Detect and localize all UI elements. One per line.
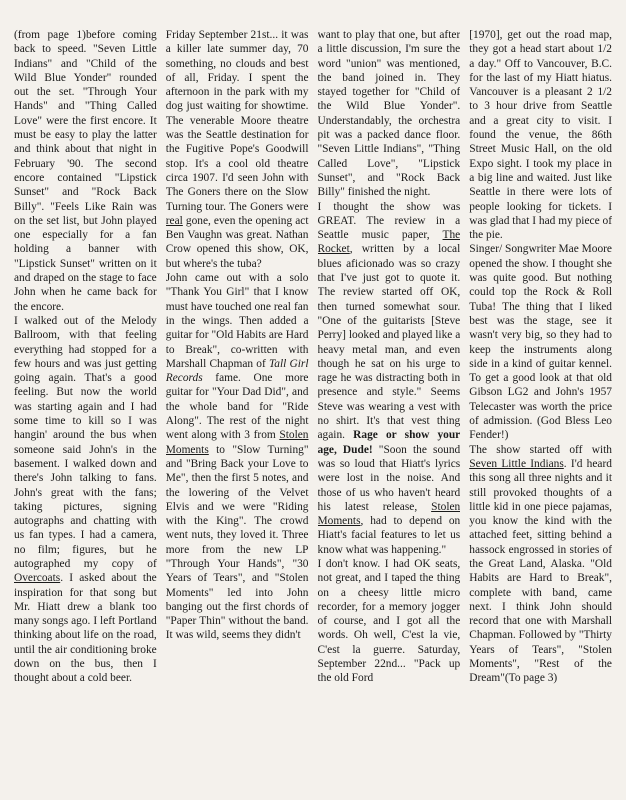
italic-title: Tall Girl Records [165, 357, 309, 385]
underlined-title: The Rocket [317, 229, 461, 256]
text-column [318, 28, 461, 794]
underlined-title: real [165, 214, 183, 227]
text-column [469, 28, 612, 794]
text-run: . I'd heard this song all three nights and it still provoked thoughts of a little kid in one piece pajamas, you know the kind with the attached feet, sitting behind a hassock engrossed in stories of the Great Land, Alaska. "Old Habits are Hard to Break", complete with band, came next. I think John should record that one with Marshall Chapman. Followed by "Thirty Years of Tears", "Stolen Moments", "Rest of the Dream"(To page 3) [469, 457, 612, 685]
underlined-title: Seven Little Indians [469, 457, 564, 470]
text-run: fame. One more guitar for "Your Dad Did", and the whole band for "Ride Along". The rest of the night went along with 3 from [165, 372, 309, 442]
text-run: Singer/ Songwriter Mae Moore opened the show. I thought she was quite good. But nothing could top the Rock & Roll Tuba! The thing that I liked best was the stage, see it wasn't very big, so they had to keep the instruments along side in a kind of guitar kennel. To get a good look at that old Gibson LG2 and John's 1957 Telecaster was worth the price of admission. (God Bless Leo Fender!) [469, 243, 612, 442]
underlined-title: Overcoats [14, 572, 61, 585]
paragraph [14, 28, 157, 314]
paragraph [166, 271, 309, 643]
paragraph [469, 443, 612, 686]
paragraph [14, 314, 157, 686]
text-run: want to play that one, but after a little discussion, I'm sure the word "union" was mentioned, the band joined in. They stayed together for "Child of the Wild Blue Yonder". Understandably, the orchestra pit was a packed dance floor. "Seven Little Indians", "Thing Called Love", "Lipstick Sunset", and "Rock Back Billy" finished the night. [317, 29, 461, 199]
paragraph [469, 242, 612, 442]
paragraph [318, 200, 461, 557]
text-run: , written by a local blues aficionado was so crazy that I've just got to quote it. The review started off OK, then turned somewhat sour. "One of the guitarists [Steve Perry] looked and played like a heavy metal man, and even though he sat on his urge to rage he was distracting both in presence and style." Seems Steve was wearing a vest with no shirt. It's that vest thing again. [317, 243, 461, 442]
article-columns [14, 28, 612, 794]
text-run: Friday September 21st... it was a killer late summer day, 70 something, no clouds and best of all, Friday. I spent the afternoon in the park with my dog just waiting for showtime. The venerable Moore theatre was the Seattle destination for the Fugitive Pope's Goodwill stop. It's a cool old theatre circa 1907. I'd seen John with The Goners there on the Slow Turning tour. The Goners were [165, 29, 309, 213]
text-run: "Soon the sound was so loud that Hiatt's lyrics were lost in the noise. And those of us who haven't heard his latest release, [317, 443, 461, 513]
underlined-title: Stolen Moments [317, 500, 461, 528]
paragraph [469, 28, 612, 242]
text-run: gone, even the opening act Ben Vaughn was great. Nathan Crow opened this show, OK, but where's the tuba? [165, 214, 309, 270]
text-run: I thought the show was GREAT. The review in a Seattle music paper, [317, 200, 461, 242]
text-run: The show started off with [469, 443, 612, 456]
text-run: to "Slow Turning" and "Bring Back your Love to Me", then the first 5 notes, and the lowering of the Velvet Elvis and we were "Riding with the King". The crowd went nuts, they loved it. Three more from the new LP "Through Your Hands", "30 Years of Tears", and "Stolen Moments" led into John banging out the first chords of "Paper Thin" without the band. It was wild, seems they didn't [165, 443, 309, 642]
underlined-title: Stolen Moments [165, 429, 309, 456]
text-run: John came out with a solo "Thank You Girl" that I know must have touched one real fan in the wings. Then added a guitar for "Old Habits are Hard to Break", co-written with Marshall Chapman of [165, 272, 309, 370]
text-run: [1970], get out the road map, they got a head start about 1/2 a day." Off to Vancouver, B.C. for the last of my Hiatt hiatus. Vancouver is a pleasant 2 1/2 to 3 hour drive from Seattle and a great city to visit. I found the venue, the 86th Street Music Hall, on the old Expo sight. I took my place in a big line and waited. Just like Seattle in there were lots of people looking for tickets. I was glad that I had my piece of the pie. [469, 29, 612, 242]
text-run: . I asked about the inspiration for that song but Mr. Hiatt drew a blank too many songs ago. I left Portland thinking about life on the road, until the air conditioning broke down on the bus, then I thought about a cold beer. [14, 572, 157, 685]
paragraph [318, 28, 461, 200]
paragraph [166, 28, 309, 271]
text-run: I walked out of the Melody Ballroom, with that feeling everything had stopped for a few hours and was just getting going again. That's a good feeling. But now the world was starting again and I had some time to kill so I was hangin' around the bus when someone said John's in the basement. I walked down and there's John talking to fans. John's great with the fans; taking pictures, signing autographs and chatting with us fan types. I had a camera, no film; figures, but he autographed my copy of [14, 314, 157, 570]
text-column [166, 28, 309, 794]
text-run: I don't know. I had OK seats, not great, and I taped the thing on a cheesy little micro recorder, for a memory jogger of course, and I got all the words. Oh well, C'est la vie, C'est la guerre. Saturday, September 22nd... "Pack up the old Ford [317, 557, 461, 685]
text-run: , had to depend on Hiatt's facial features to let us know what was happening." [317, 515, 461, 556]
text-column [14, 28, 157, 794]
paragraph [318, 557, 461, 686]
text-run: (from page 1)before coming back to speed. "Seven Little Indians" and "Child of the Wild Blue Yonder" rounded out the set. "Through Your Hands" and "Thing Called Love" were the first encore. It must be easy to play the latter and think about that night in February '90. The second encore contained "Lipstick Sunset" and "Rock Back Billy". "Feels Like Rain was on the set list, but John played one especially for a fan holding a banner with "Lipstick Sunset" written on it and draped on the stage to face John when he came back for the encore. [14, 29, 157, 313]
bold-text: Rage or show your age, Dude! [317, 429, 461, 456]
